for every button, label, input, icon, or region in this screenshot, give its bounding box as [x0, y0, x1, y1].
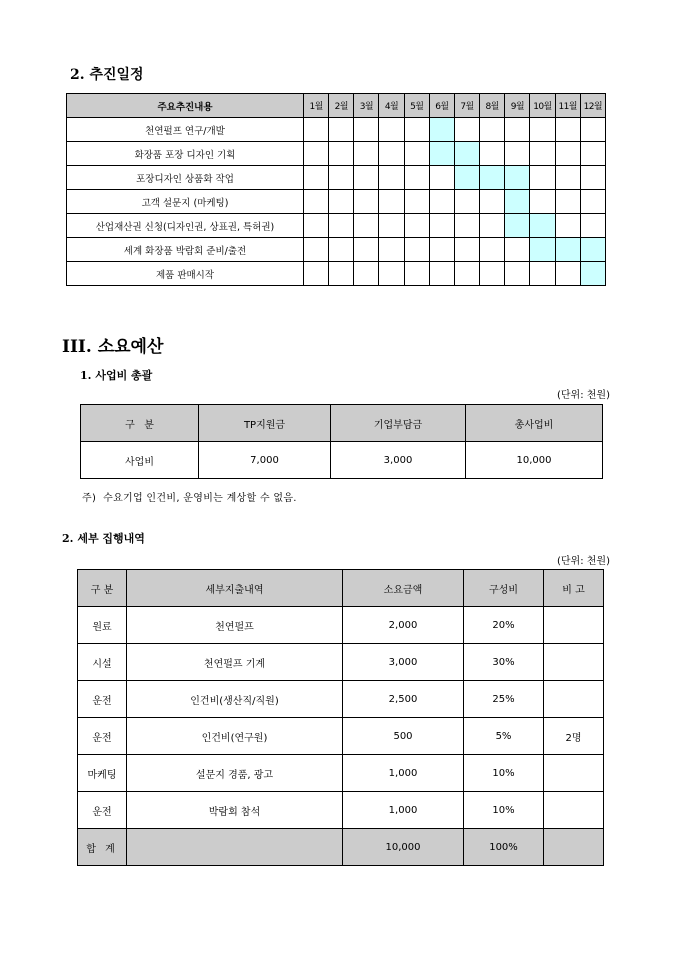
detail-row [78, 607, 604, 644]
schedule-cell [429, 262, 454, 286]
schedule-cell [555, 142, 580, 166]
schedule-header-row [67, 94, 606, 118]
schedule-cell [480, 262, 505, 286]
schedule-cell [555, 190, 580, 214]
schedule-active-cell [480, 166, 505, 190]
schedule-cell [404, 118, 429, 142]
month-header: 6월 [429, 94, 454, 118]
schedule-cell [429, 214, 454, 238]
detail-header-category: 구 분 [78, 570, 127, 607]
schedule-cell [304, 214, 329, 238]
schedule-active-cell [530, 238, 555, 262]
overview-cell-company: 3,000 [331, 442, 466, 479]
total-amount: 10,000 [343, 829, 464, 866]
detail-header-amount: 소요금액 [343, 570, 464, 607]
detail-heading: 2. 세부 집행내역 [62, 532, 145, 545]
schedule-row [67, 214, 606, 238]
schedule-cell [329, 166, 354, 190]
task-column-header: 주요추진내용 [67, 94, 304, 118]
detail-remark [544, 644, 604, 681]
schedule-cell [580, 166, 605, 190]
detail-item: 천연펄프 기계 [127, 644, 343, 681]
schedule-row [67, 238, 606, 262]
detail-amount: 1,000 [343, 792, 464, 829]
schedule-cell [404, 166, 429, 190]
schedule-cell [329, 142, 354, 166]
schedule-cell [329, 118, 354, 142]
detail-ratio: 25% [464, 681, 544, 718]
detail-item: 박람회 참석 [127, 792, 343, 829]
schedule-cell [454, 238, 479, 262]
month-header: 7월 [454, 94, 479, 118]
schedule-cell [530, 166, 555, 190]
detail-ratio: 10% [464, 755, 544, 792]
schedule-cell [454, 118, 479, 142]
detail-unit: (단위: 천원) [557, 556, 610, 567]
schedule-cell [454, 214, 479, 238]
schedule-cell [404, 190, 429, 214]
overview-cell-category: 사업비 [81, 442, 199, 479]
schedule-cell [555, 166, 580, 190]
schedule-cell [379, 214, 404, 238]
schedule-cell [379, 142, 404, 166]
detail-header-item: 세부지출내역 [127, 570, 343, 607]
month-header: 3월 [354, 94, 379, 118]
schedule-cell [505, 118, 530, 142]
schedule-row [67, 166, 606, 190]
month-header: 2월 [329, 94, 354, 118]
schedule-cell [329, 214, 354, 238]
schedule-cell [530, 118, 555, 142]
schedule-cell [304, 262, 329, 286]
schedule-cell [354, 142, 379, 166]
total-label: 합 계 [78, 829, 127, 866]
overview-header-total: 총사업비 [466, 405, 603, 442]
month-header: 12월 [580, 94, 605, 118]
detail-amount: 2,500 [343, 681, 464, 718]
task-name: 고객 설문지 (마케팅) [67, 190, 304, 214]
overview-header-category: 구 분 [81, 405, 199, 442]
schedule-cell [480, 142, 505, 166]
schedule-cell [530, 262, 555, 286]
schedule-heading: 2. 추진일정 [70, 67, 144, 83]
schedule-active-cell [580, 238, 605, 262]
schedule-active-cell [429, 118, 454, 142]
schedule-cell [379, 166, 404, 190]
schedule-cell [404, 238, 429, 262]
schedule-cell [555, 214, 580, 238]
schedule-cell [580, 190, 605, 214]
month-header: 10월 [530, 94, 555, 118]
detail-remark [544, 755, 604, 792]
budget-detail-table [77, 569, 604, 866]
schedule-row [67, 142, 606, 166]
schedule-cell [555, 118, 580, 142]
schedule-cell [480, 190, 505, 214]
month-header: 11월 [555, 94, 580, 118]
schedule-cell [379, 262, 404, 286]
schedule-cell [329, 262, 354, 286]
detail-row [78, 644, 604, 681]
detail-header-row [78, 570, 604, 607]
detail-category: 원료 [78, 607, 127, 644]
schedule-active-cell [505, 214, 530, 238]
month-header: 8월 [480, 94, 505, 118]
detail-header-ratio: 구성비 [464, 570, 544, 607]
task-name: 세계 화장품 박람회 준비/출전 [67, 238, 304, 262]
month-header: 5월 [404, 94, 429, 118]
detail-amount: 2,000 [343, 607, 464, 644]
schedule-cell [429, 190, 454, 214]
detail-amount: 500 [343, 718, 464, 755]
schedule-cell [354, 238, 379, 262]
overview-footnote: 주) 수요기업 인건비, 운영비는 계상할 수 없음. [82, 493, 297, 504]
overview-cell-tp: 7,000 [199, 442, 331, 479]
detail-item: 인건비(생산직/직원) [127, 681, 343, 718]
schedule-cell [480, 238, 505, 262]
detail-category: 시설 [78, 644, 127, 681]
budget-heading: III. 소요예산 [62, 337, 164, 357]
schedule-cell [580, 118, 605, 142]
schedule-cell [480, 214, 505, 238]
detail-ratio: 10% [464, 792, 544, 829]
schedule-cell [580, 142, 605, 166]
month-header: 1월 [304, 94, 329, 118]
schedule-cell [354, 262, 379, 286]
overview-header-company: 기업부담금 [331, 405, 466, 442]
detail-category: 운전 [78, 681, 127, 718]
detail-item: 설문지 경품, 광고 [127, 755, 343, 792]
detail-category: 마케팅 [78, 755, 127, 792]
detail-category: 운전 [78, 792, 127, 829]
schedule-active-cell [505, 190, 530, 214]
schedule-cell [354, 214, 379, 238]
detail-row [78, 718, 604, 755]
schedule-cell [304, 190, 329, 214]
month-header: 4월 [379, 94, 404, 118]
overview-header-row [81, 405, 603, 442]
schedule-cell [379, 238, 404, 262]
detail-amount: 3,000 [343, 644, 464, 681]
schedule-cell [505, 142, 530, 166]
month-header: 9월 [505, 94, 530, 118]
schedule-cell [530, 190, 555, 214]
detail-item: 천연펄프 [127, 607, 343, 644]
task-name: 제품 판매시작 [67, 262, 304, 286]
schedule-cell [454, 190, 479, 214]
detail-category: 운전 [78, 718, 127, 755]
schedule-table [66, 93, 606, 286]
schedule-active-cell [530, 214, 555, 238]
schedule-active-cell [429, 142, 454, 166]
schedule-cell [404, 214, 429, 238]
overview-header-tp: TP지원금 [199, 405, 331, 442]
detail-row [78, 681, 604, 718]
schedule-cell [329, 238, 354, 262]
schedule-cell [354, 118, 379, 142]
overview-cell-total: 10,000 [466, 442, 603, 479]
schedule-cell [304, 118, 329, 142]
detail-row [78, 755, 604, 792]
budget-overview-table [80, 404, 603, 479]
schedule-cell [354, 166, 379, 190]
total-item [127, 829, 343, 866]
task-name: 산업재산권 신청(디자인권, 상표권, 특허권) [67, 214, 304, 238]
detail-remark [544, 681, 604, 718]
schedule-active-cell [454, 142, 479, 166]
schedule-cell [480, 118, 505, 142]
schedule-cell [304, 166, 329, 190]
task-name: 포장디자인 상품화 작업 [67, 166, 304, 190]
schedule-active-cell [555, 238, 580, 262]
schedule-cell [505, 238, 530, 262]
schedule-row [67, 262, 606, 286]
overview-unit: (단위: 천원) [557, 390, 610, 401]
schedule-row [67, 190, 606, 214]
schedule-cell [454, 262, 479, 286]
schedule-active-cell [580, 262, 605, 286]
schedule-cell [379, 118, 404, 142]
detail-ratio: 30% [464, 644, 544, 681]
detail-total-row [78, 829, 604, 866]
total-ratio: 100% [464, 829, 544, 866]
detail-ratio: 5% [464, 718, 544, 755]
detail-header-remark: 비 고 [544, 570, 604, 607]
detail-remark [544, 792, 604, 829]
schedule-active-cell [505, 166, 530, 190]
overview-data-row [81, 442, 603, 479]
schedule-active-cell [454, 166, 479, 190]
detail-ratio: 20% [464, 607, 544, 644]
schedule-cell [429, 238, 454, 262]
detail-amount: 1,000 [343, 755, 464, 792]
schedule-cell [354, 190, 379, 214]
schedule-cell [555, 262, 580, 286]
detail-item: 인건비(연구원) [127, 718, 343, 755]
total-remark [544, 829, 604, 866]
schedule-cell [404, 142, 429, 166]
task-name: 천연펄프 연구/개발 [67, 118, 304, 142]
schedule-cell [505, 262, 530, 286]
schedule-row [67, 118, 606, 142]
schedule-cell [329, 190, 354, 214]
schedule-cell [580, 214, 605, 238]
detail-remark [544, 607, 604, 644]
overview-heading: 1. 사업비 총괄 [80, 369, 153, 382]
schedule-cell [429, 166, 454, 190]
schedule-cell [530, 142, 555, 166]
detail-row [78, 792, 604, 829]
schedule-cell [379, 190, 404, 214]
task-name: 화장품 포장 디자인 기획 [67, 142, 304, 166]
schedule-cell [404, 262, 429, 286]
schedule-cell [304, 142, 329, 166]
schedule-cell [304, 238, 329, 262]
detail-remark: 2명 [544, 718, 604, 755]
